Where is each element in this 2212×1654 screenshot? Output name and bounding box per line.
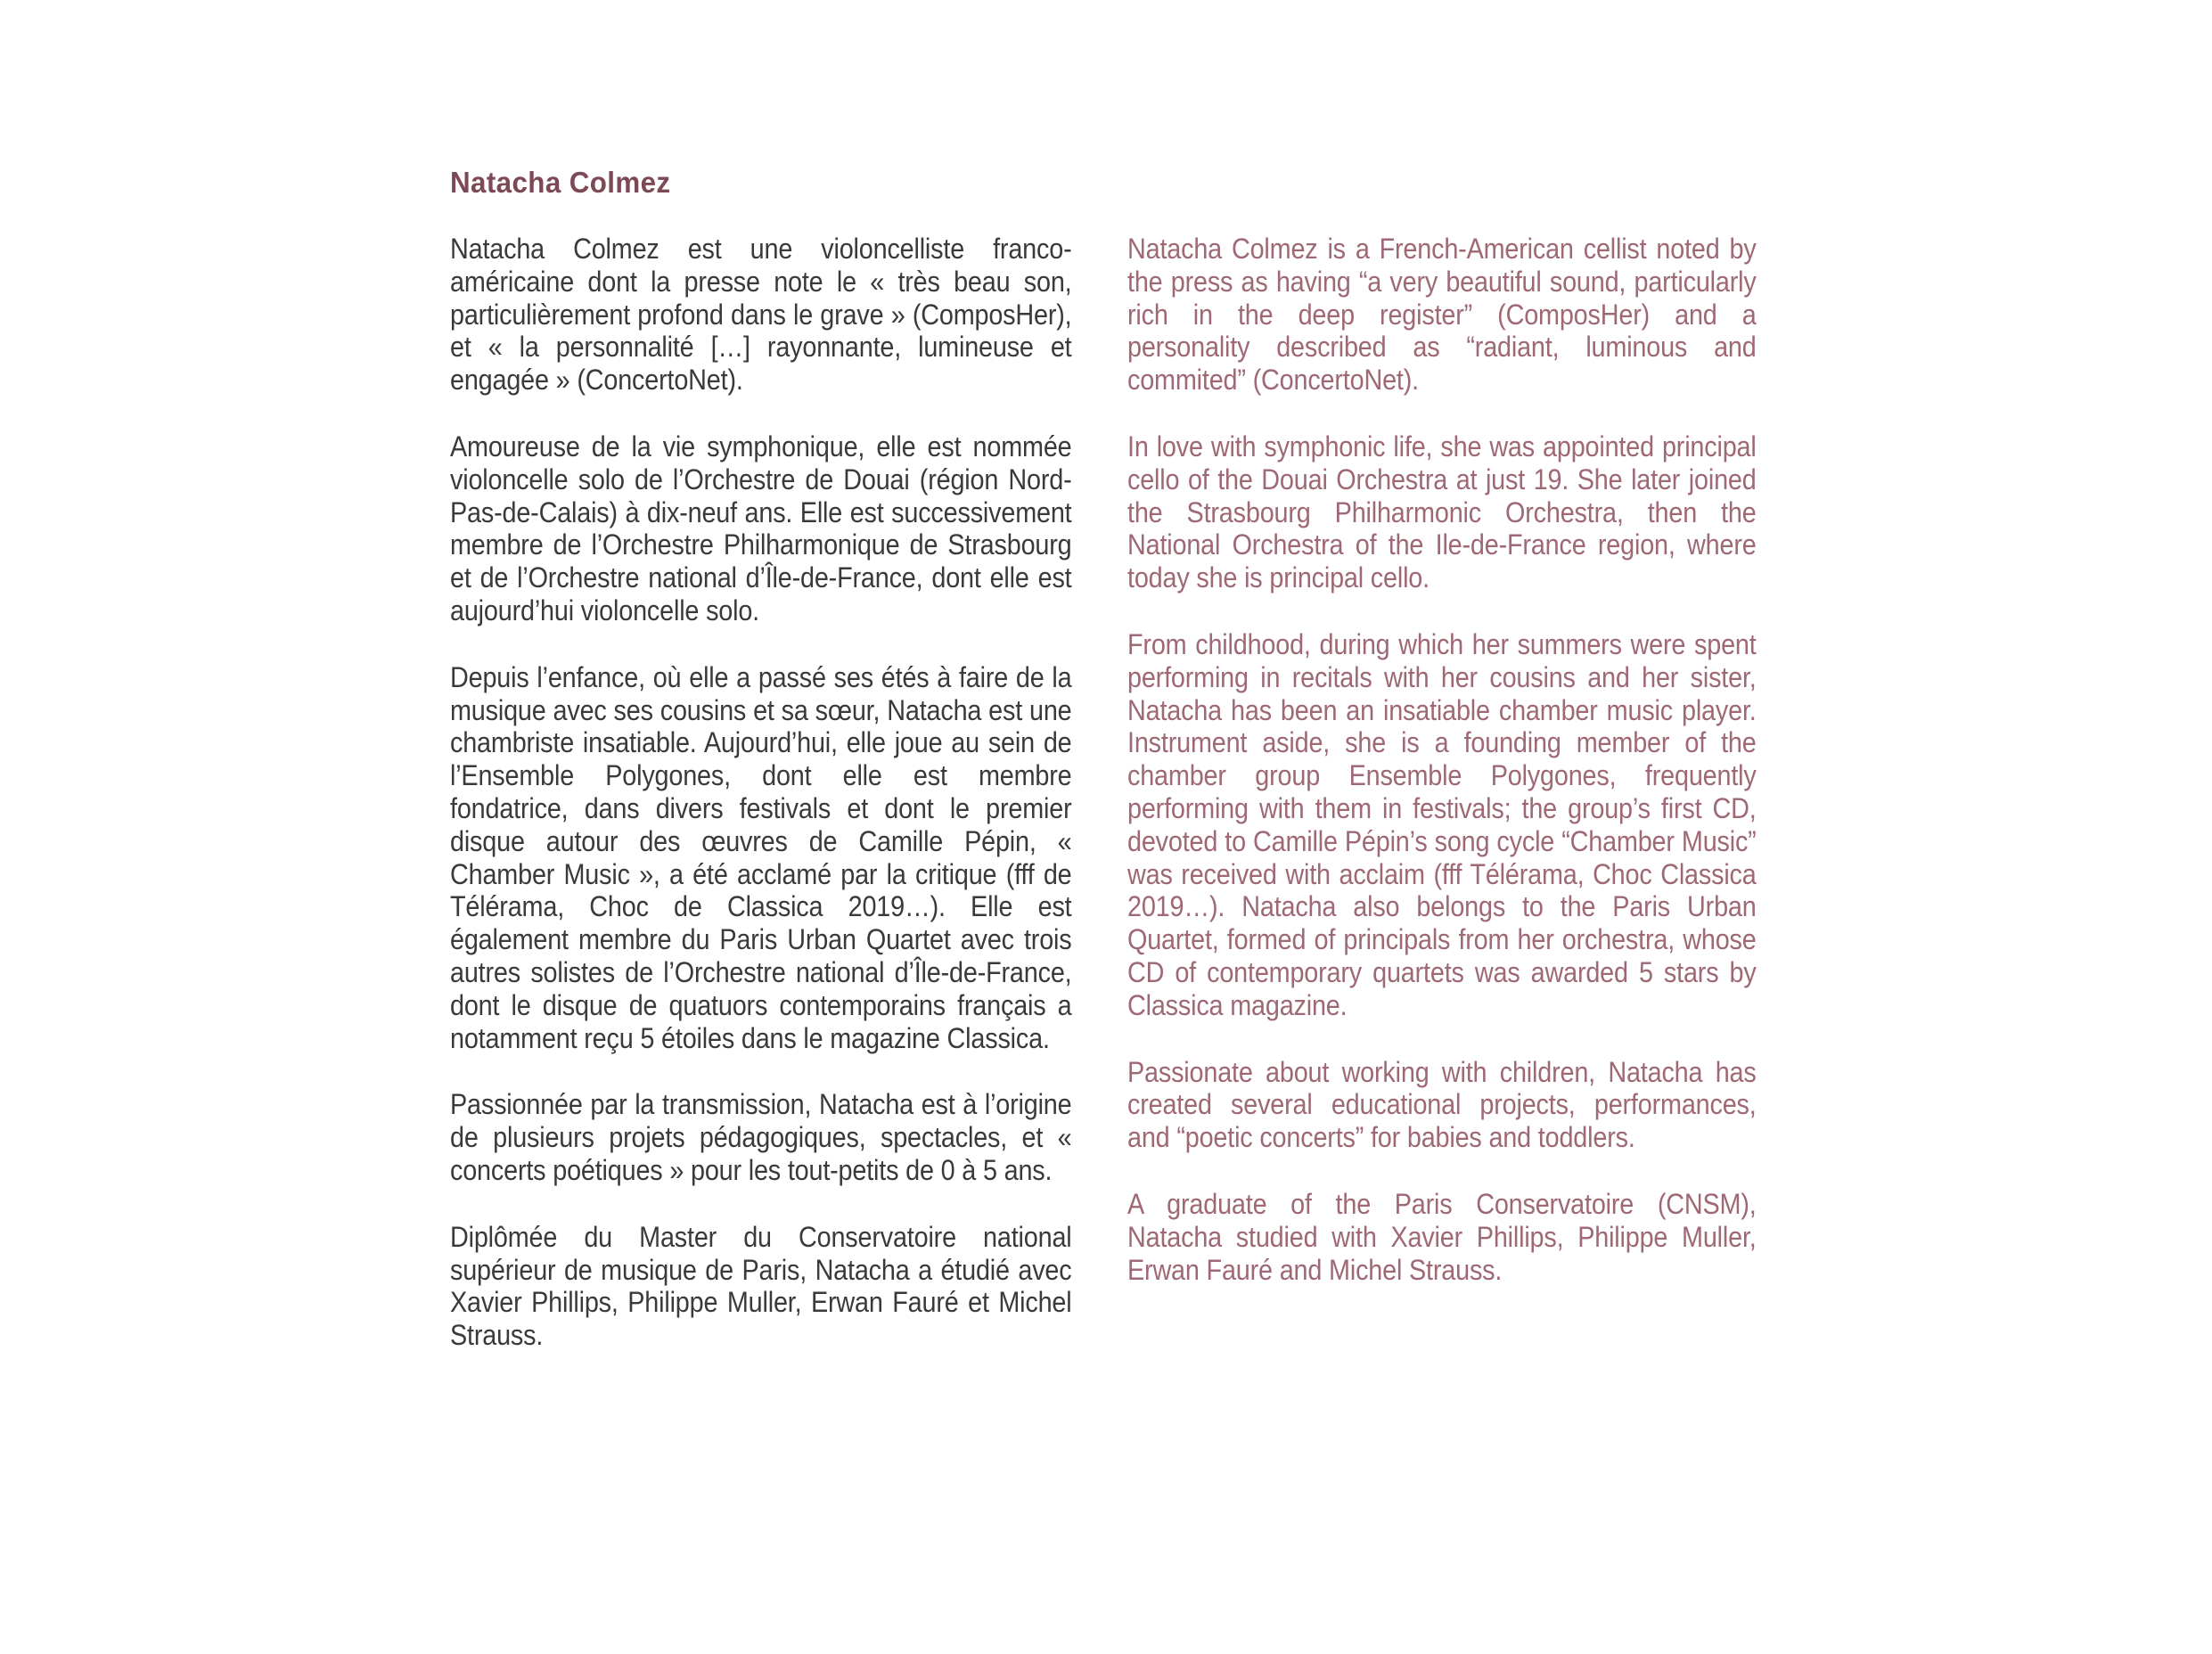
- french-bio-paragraph: Amoureuse de la vie symphonique, elle est nommée violoncelle solo de l’Orchestre de Douai (région Nord-Pas-de-Calais) à dix-neuf ans. Elle est successivement membre de l’Orchestre Philharmonique de Strasbourg et de l’Orchestre national d’Île-de-France, dont elle est aujourd’hui violoncelle solo.: [450, 430, 1072, 626]
- french-bio-paragraph: Diplômée du Master du Conservatoire national supérieur de musique de Paris, Natacha a étudié avec Xavier Phillips, Philippe Muller, Erwan Fauré et Michel Strauss.: [450, 1220, 1072, 1352]
- french-bio-paragraph: Passionnée par la transmission, Natacha est à l’origine de plusieurs projets pédagogiques, spectacles, et « concerts poétiques » pour les tout-petits de 0 à 5 ans.: [450, 1088, 1072, 1186]
- english-bio-paragraph: A graduate of the Paris Conservatoire (CNSM), Natacha studied with Xavier Phillips, Philippe Muller, Erwan Fauré and Michel Strauss.: [1127, 1187, 1757, 1286]
- page-title: Natacha Colmez: [450, 166, 671, 199]
- english-bio-column: [1127, 233, 1757, 1320]
- english-bio-paragraph: Passionate about working with children, Natacha has created several educational projects, performances, and “poetic concerts” for babies and toddlers.: [1127, 1055, 1757, 1154]
- french-bio-paragraph: Natacha Colmez est une violoncelliste franco-américaine dont la presse note le « très beau son, particulièrement profond dans le grave » (ComposHer), et « la personnalité […] rayonnante, lumineuse et engagée » (ConcertoNet).: [450, 233, 1072, 397]
- english-bio-paragraph: In love with symphonic life, she was appointed principal cello of the Douai Orchestra at just 19. She later joined the Strasbourg Philharmonic Orchestra, then the National Orchestra of the Ile-de-France region, where today she is principal cello.: [1127, 430, 1757, 594]
- french-bio-paragraph: Depuis l’enfance, où elle a passé ses étés à faire de la musique avec ses cousins et sa sœur, Natacha est une chambriste insatiable. Aujourd’hui, elle joue au sein de l’Ensemble Polygones, dont elle est membre fondatrice, dans divers festivals et dont le premier disque autour des œuvres de Camille Pépin, « Chamber Music », a été acclamé par la critique (fff de Télérama, Choc de Classica 2019…). Elle est également membre du Paris Urban Quartet avec trois autres solistes de l’Orchestre national d’Île-de-France, dont le disque de quatuors contemporains français a notamment reçu 5 étoiles dans le magazine Classica.: [450, 660, 1072, 1054]
- english-bio-paragraph: From childhood, during which her summers were spent performing in recitals with her cousins and her sister, Natacha has been an insatiable chamber music player. Instrument aside, she is a founding member of the chamber group Ensemble Polygones, frequently performing with them in festivals; the group’s first CD, devoted to Camille Pépin’s song cycle “Chamber Music” was received with acclaim (fff Télérama, Choc Classica 2019…). Natacha also belongs to the Paris Urban Quartet, formed of principals from her orchestra, whose CD of contemporary quartets was awarded 5 stars by Classica magazine.: [1127, 627, 1757, 1021]
- french-bio-column: [450, 233, 1072, 1386]
- english-bio-paragraph: Natacha Colmez is a French-American cellist noted by the press as having “a very beautiful sound, particularly rich in the deep register” (ComposHer) and a personality described as “radiant, luminous and commited” (ConcertoNet).: [1127, 233, 1757, 397]
